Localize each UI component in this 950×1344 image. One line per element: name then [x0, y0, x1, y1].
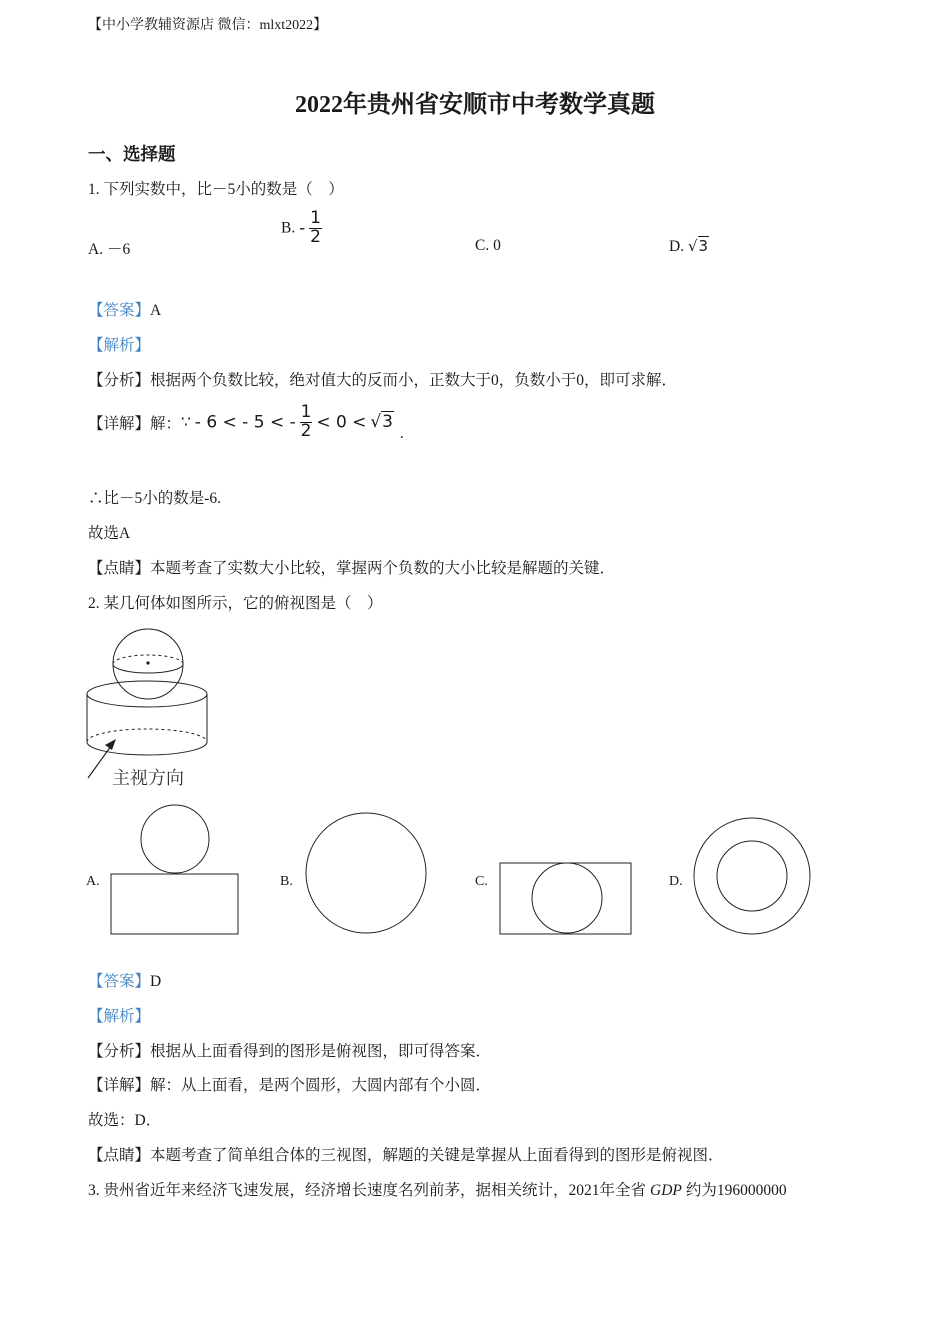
q2-analysis-tag: 【解析】	[88, 1008, 151, 1025]
q2-option-b-label: B.	[280, 874, 293, 889]
q2-option-b-figure	[302, 810, 430, 938]
detail-tag: 【详解】	[88, 1077, 151, 1094]
comment-tag: 【点睛】	[88, 1147, 151, 1164]
q1-option-c	[475, 237, 501, 255]
comment-text: 本题考查了实数大小比较，掌握两个负数的大小比较是解题的关键．	[150, 560, 616, 577]
inequality-middle: < 0 <	[316, 412, 367, 433]
q3-stem	[88, 1178, 787, 1200]
sqrt-expression: √3	[687, 237, 709, 255]
sphere-center-dot	[146, 661, 149, 664]
q3-stem-part-b: 约为196000000	[685, 1182, 787, 1199]
because-symbol: ∵	[181, 413, 191, 431]
answer-tag: 【答案】	[88, 973, 151, 990]
option-value: 0	[493, 237, 501, 254]
q3-stem-part-a: 3. 贵州省近年来经济飞速发展，经济增长速度名列前茅，据相关统计，2021年全省	[88, 1182, 647, 1199]
cylinder-bottom-front	[87, 742, 207, 755]
radicand: 3	[698, 237, 709, 255]
gdp-term: GDP	[650, 1182, 682, 1199]
inner-circle	[717, 841, 787, 911]
inequality-fraction	[300, 404, 313, 441]
q1-answer	[88, 298, 161, 320]
fraction-denominator: 2	[310, 226, 321, 247]
view-direction-caption: 主视方向	[112, 768, 184, 789]
circle-shape	[532, 863, 602, 933]
sphere-equator-front	[113, 664, 183, 673]
arrow-head	[105, 739, 116, 750]
fenxi-text: 根据两个负数比较，绝对值大的反而小，正数大于0，负数小于0，即可求解．	[150, 372, 678, 389]
cylinder-top	[87, 681, 207, 707]
q1-fenxi	[88, 368, 677, 390]
q2-detail	[88, 1073, 491, 1095]
fraction-numerator: 1	[310, 208, 321, 228]
q2-option-c-figure	[498, 860, 634, 938]
period: .	[399, 424, 404, 442]
option-value: －6	[106, 241, 131, 258]
q2-option-a-label: A.	[86, 874, 100, 889]
sqrt-expression: √3	[370, 412, 393, 433]
answer-value: D	[150, 973, 162, 990]
rectangle-shape	[500, 863, 631, 934]
option-label: D.	[669, 238, 685, 255]
q2-choose: 故选：D．	[88, 1112, 162, 1129]
q1-option-a	[88, 237, 130, 259]
answer-tag: 【答案】	[88, 302, 151, 319]
comment-text: 本题考查了简单组合体的三视图，解题的关键是掌握从上面看得到的图形是俯视图．	[150, 1147, 724, 1164]
q2-option-a-figure	[108, 804, 242, 938]
outer-circle	[694, 818, 810, 934]
q2-option-d-figure	[690, 815, 814, 939]
detail-text: 解：从上面看，是两个圆形，大圆内部有个小圆．	[150, 1077, 492, 1094]
q1-choose: 故选A	[88, 525, 131, 542]
q1-option-b	[281, 210, 322, 247]
q1-detail	[88, 404, 404, 443]
rectangle-shape	[111, 874, 238, 934]
fenxi-tag: 【分析】	[88, 1043, 151, 1060]
inequality-left: - 6 < - 5 < -	[194, 412, 296, 433]
radicand: 3	[382, 412, 393, 433]
detail-tag: 【详解】	[88, 415, 151, 433]
fenxi-tag: 【分析】	[88, 372, 151, 389]
circle-shape	[306, 813, 426, 933]
fraction-numerator: 1	[300, 402, 312, 422]
fraction	[309, 210, 322, 247]
q1-therefore: ∴比－5小的数是-6.	[88, 490, 222, 507]
section-heading: 一、选择题	[88, 144, 176, 164]
option-label: C.	[475, 237, 490, 254]
watermark: 【中小学教辅资源店 微信：mlxt2022】	[88, 18, 328, 33]
q1-comment	[88, 556, 615, 578]
option-label: B.	[281, 219, 296, 237]
q2-stem: 2. 某几何体如图所示，它的俯视图是（ ）	[88, 595, 383, 612]
q1-stem: 1. 下列实数中，比－5小的数是（ ）	[88, 181, 344, 198]
detail-prefix: 解：	[150, 415, 182, 433]
q2-option-d-label: D.	[669, 874, 683, 889]
q1-option-d	[669, 237, 709, 256]
q1-analysis-tag: 【解析】	[88, 337, 151, 354]
minus-sign: -	[299, 218, 306, 239]
q2-comment	[88, 1143, 724, 1165]
page-title: 2022年贵州省安顺市中考数学真题	[295, 92, 655, 118]
answer-value: A	[150, 302, 162, 319]
comment-tag: 【点睛】	[88, 560, 151, 577]
fraction-denominator: 2	[300, 420, 312, 441]
q2-fenxi	[88, 1039, 491, 1061]
q2-option-c-label: C.	[475, 874, 488, 889]
q2-answer	[88, 969, 161, 991]
circle-shape	[141, 805, 209, 873]
cylinder-bottom-back	[87, 729, 207, 742]
fenxi-text: 根据从上面看得到的图形是俯视图，即可得答案．	[150, 1043, 492, 1060]
option-label: A.	[88, 241, 104, 258]
